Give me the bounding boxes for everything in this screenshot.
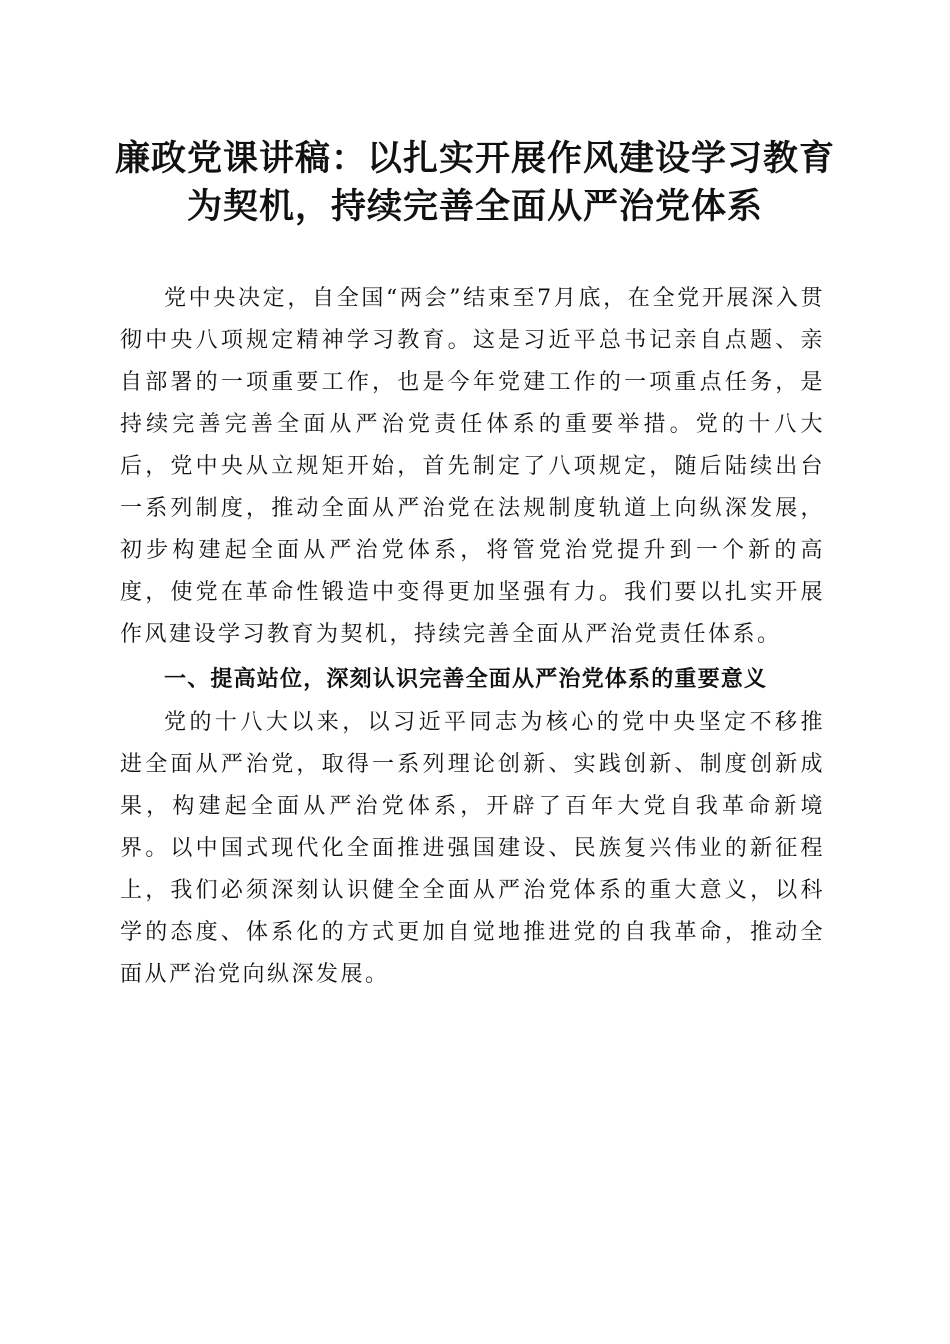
section-1-paragraph: 党的十八大以来，以习近平同志为核心的党中央坚定不移推进全面从严治党，取得一系列理论创新、实践创新、制度创新成果，构建起全面从严治党体系，开辟了百年大党自我革命新境界。以中国式现代化全面推进强国建设、民族复兴伟业的新征程上，我们必须深刻认识健全全面从严治党体系的重大意义，以科学的态度、体系化的方式更加自觉地推进党的自我革命，推动全面从严治党向纵深发展。 <box>120 710 825 987</box>
document-title <box>110 135 840 231</box>
title-line-1: 廉政党课讲稿：以扎实开展作风建设学习教育 <box>114 139 835 179</box>
title-line-2: 为契机，持续完善全面从严治党体系 <box>186 187 763 227</box>
section-heading-1: 一、提高站位，深刻认识完善全面从严治党体系的重要意义 <box>164 667 768 692</box>
intro-paragraph: 党中央决定，自全国“两会”结束至7月底，在全党开展深入贯彻中央八项规定精神学习教育。这是习近平总书记亲自点题、亲自部署的一项重要工作，也是今年党建工作的一项重点任务，是持续完善完善全面从严治党责任体系的重要举措。党的十八大后，党中央从立规矩开始，首先制定了八项规定，随后陆续出台一系列制度，推动全面从严治党在法规制度轨道上向纵深发展，初步构建起全面从严治党体系，将管党治党提升到一个新的高度，使党在革命性锻造中变得更加坚强有力。我们要以扎实开展作风建设学习教育为契机，持续完善全面从严治党责任体系。 <box>120 286 825 647</box>
document-body <box>120 278 825 996</box>
